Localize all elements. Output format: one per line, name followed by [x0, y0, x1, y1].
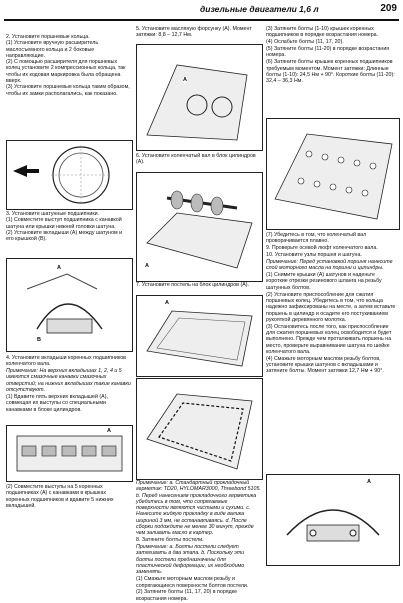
bolt-sequence-drawing	[267, 119, 399, 229]
rod-cap-drawing	[267, 475, 399, 565]
step-5-text: 5. Установите масляную форсунку (А). Момент затяжки: 8,8 – 12,7 Нм.	[136, 26, 252, 39]
step-8-sub2: (2) Затяните болты (11, 17, 20) в порядке возрастания номера.	[136, 589, 238, 602]
connecting-rod-drawing	[7, 259, 132, 351]
step-8-sub1: (1) Смажьте моторным маслом резьбу и сопрягающиеся поверхности болтов постели.	[136, 576, 249, 589]
bedplate-sealant-figure	[136, 378, 263, 480]
step-8-sub7: (7) Убедитесь в том, что коленчатый вал проворачивается плавно.	[266, 232, 367, 245]
label-a-4: A	[145, 263, 149, 269]
label-a-2: A	[107, 428, 111, 434]
bolt-sequence-figure	[266, 118, 400, 230]
column-2-notes	[136, 480, 261, 603]
piston-ring-gaps-figure	[6, 140, 133, 210]
crankshaft-figure	[136, 172, 263, 282]
oil-jet-drawing	[137, 45, 262, 150]
column-1	[6, 34, 131, 98]
label-a: A	[57, 265, 61, 271]
step-10-sub2: (2) Установите приспособление для сжатия поршневых колец. Убедитесь в том, что кольца надежно зафиксированы на месте, а затем вставьте поршень в цилиндр и осадите его постукиванием рукояткой деревянного молотка.	[266, 291, 396, 323]
block-bearings-drawing	[7, 426, 132, 481]
connecting-rod-cap-figure	[266, 474, 400, 566]
sealant-drawing	[137, 379, 262, 479]
section-title: дизельные двигатели 1,6 л	[200, 4, 319, 14]
step-4-sub2: (2) Совместите выступы на 5 коренных подшипниках (А) с канавками в крышках коренных подшипников и вдавите 5 нижних вкладышей.	[6, 484, 114, 509]
crankshaft-drawing	[137, 173, 262, 281]
bedplate-figure	[136, 295, 263, 377]
step-9-text: 9. Проверьте осевой люфт коленчатого вала.	[266, 245, 378, 252]
column-3-steps	[266, 232, 398, 375]
header-rule	[4, 19, 399, 21]
column-1-step-4	[6, 355, 131, 413]
column-1-step-4b	[6, 484, 131, 510]
step-3-text: 3. Установите шатунные подшипники. (1) Совместите выступ подшипника с канавкой шатуна или крышки нижней головки шатуна. (2) Установите вкладыши (А) между шатуном и его крышкой (B).	[6, 211, 123, 243]
step-8-note: Примечание: a. Болты постели следует затягивать в два этапа. b. Поскольку эти болты постели предназначены для пластической деформации, их необходимо заменять.	[136, 544, 245, 576]
step-4-sub1: (1) Вдавите пять верхних вкладышей (А), совмещая их выступы со специальными канавками в блоке цилиндров.	[6, 393, 108, 413]
step-10-text: 10. Установите узлы поршня и шатуна.	[266, 252, 362, 259]
label-a-5: A	[165, 300, 169, 306]
column-2	[136, 26, 261, 39]
step-8-sub5: (5) Затяните болты (11-20) в порядке возрастания номера.	[266, 46, 390, 59]
step-4-text: 4. Установите вкладыши коренных подшипников коленчатого вала.	[6, 355, 126, 368]
step-8-sub6: (6) Затяните болты крышек коренных подшипников требуемым моментом. Момент затяжки: Длинные болты (1-10): 24,5 Нм + 90°. Короткие болты (11-20): 32,4 – 36,3 Нм.	[266, 59, 395, 85]
label-a-6: A	[367, 479, 371, 485]
column-2-step-6	[136, 153, 261, 166]
bedplate-drawing	[137, 296, 262, 376]
column-1-step-3	[6, 211, 131, 243]
step-8-sub4: (4) Ослабьте болты (11, 17, 20).	[266, 39, 344, 46]
column-2-step-7	[136, 282, 261, 289]
label-a-3: A	[183, 77, 187, 83]
oil-jet-figure	[136, 44, 263, 151]
step-7-text: 7. Установите постель на блок цилиндров (А).	[136, 282, 250, 288]
step-4-note: Примечание: На верхних вкладышах 1, 2, 4 и 5 имеются смазочные канавки смазочных отверстий; на нижних вкладышах такие канавки отсутствуют.	[6, 368, 131, 394]
connecting-rod-bearing-figure	[6, 258, 133, 352]
column-3	[266, 26, 398, 85]
step-2-text: 2. Установите поршневые кольца. (1) Установите вручную расширитель маслосъемного кольца и 2 боковые направляющие. (2) С помощью расширителя для поршневых колец установите 2 компрессионных кольца, так чтобы их кодовая маркировка была обращена вверх. (3) Установите поршневые кольца таким образом, чтобы их замки располагались, как показано.	[6, 34, 130, 97]
step-6-text: 6. Установите коленчатый вал в блок цилиндров (А).	[136, 153, 256, 166]
sealant-note: Примечание: а. Стандартный прокладочный герметик: TD20, HYLOMAR3000, Threebond 5105. b. Перед нанесением прокладочного герметика убедитесь в том, что сопрягаемые поверхности являются чистыми и сухими. c. Нанесите жидкую прокладку в виде валика шириной 3 мм, не останавливаясь. d. После сборки подождите не менее 30 минут, прежде чем заливать масло в картер.	[136, 480, 261, 537]
step-8-sub3: (3) Затяните болты (1-10) крышек коренных подшипников в порядке возрастания номера.	[266, 26, 379, 39]
piston-ring-drawing	[7, 141, 132, 209]
upper-bearings-figure	[6, 425, 133, 482]
step-10-sub4: (4) Смажьте моторным маслом резьбу болтов, установите крышки шатунов с вкладышами и затяните болты. Момент затяжки 12,7 Нм + 90°.	[266, 355, 384, 375]
label-b: B	[37, 337, 41, 343]
step-10-note: Примечание: Перед установкой поршня нанесите слой моторного масла на поршни и цилиндры.	[266, 258, 393, 272]
step-10-sub1: (1) Снимите крышки (А) шатунов и наденьте короткие отрезки резинового шланга на резьбу шатунных болтов.	[266, 272, 382, 291]
step-8-text: 8. Затяните болты постели.	[136, 537, 204, 544]
page-number: 209	[380, 3, 397, 14]
page-header	[0, 4, 403, 18]
step-10-sub3: (3) Остановитесь после того, как приспособление для сжатия поршневых колец освободится и будет выполнено. Прежде чем проталкивать поршень на место, проверьте выравнивание шатуна по шейке коленчатого вала.	[266, 323, 392, 355]
